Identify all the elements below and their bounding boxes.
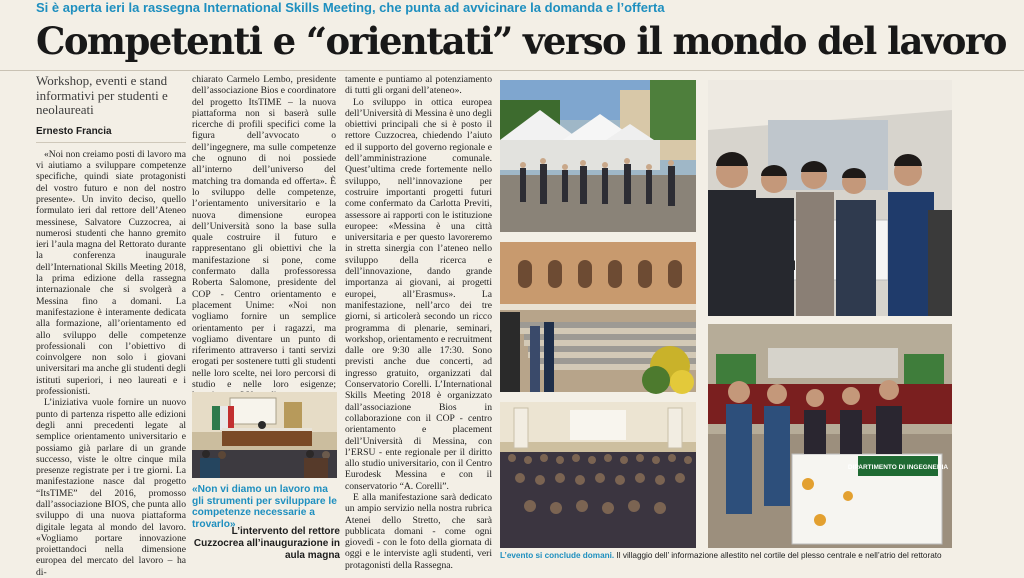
paragraph: Lo sviluppo in ottica europea dell’Università di Messina è uno degli obiettivi principali che si è posto il rettore Cuzzocrea, chiedendo l’aiuto ed il supporto del governo regionale e dell’amministrazione comunale. Quest’ultima crede fortemente nello sviluppo, nell’innovazione per costruire importanti progetti futuri come confermato da Carlotta Previti, assessore ai rapporti con le istituzione europee: «Messina è una città universitaria e per questo lavoreremo in stretta sinergia con l’ateneo nello sviluppo della ricerca e dell’innovazione, dando grande importanza ai giovani, ai progetti europei, all’Erasmus». La manifestazione, nell’arco dei tre giorni, si articolerà secondo un ricco programma di plenarie, seminari, workshop, orientamento e recruitment dalle ore 9:30 alle 17:30. Sono previsti anche due concerti, ad ingresso gratuito, organizzati dal Conservatorio Corelli. L’International Skills Meeting 2018 è organizzato dall’associazione Bios in collaborazione con il COP - centro orientamento e placement dell’Università di Messina, con l’ERSU - ente regionale per il diritto allo studio universitario, con il Centro Eurodesk Messina e con il conservatorio “A. Corelli”. [345, 96, 492, 492]
photo-caption-small: L’intervento del rettore Cuzzocrea all’inaugurazione in aula magna [193, 526, 340, 561]
bottom-caption-lead: L’evento si conclude domani. [500, 551, 615, 560]
stand-sign-text: DIPARTIMENTO DI INGEGNERIA [847, 464, 949, 471]
pull-quote: «Non vi diamo un lavoro ma gli strumenti per sviluppare le competenze necessarie a trovarlo» [192, 484, 337, 530]
aula-magna-photo [192, 392, 337, 478]
text-column-3 [345, 74, 492, 574]
text-column-2 [192, 74, 336, 391]
article-headline: Competenti e “orientati” verso il mondo del lavoro [36, 19, 1006, 63]
paragraph: chiarato Carmelo Lembo, presidente dell’associazione Bios e coordinatore del progetto ItsTIME – la nuova piattaforma non si baserà sulle ricerche di profili specifici come la figura dell’avvocato o dell’ingegnere, ma sulle competenze che ognuno di noi possiede all’interno dell’universo del matching tra domanda ed offerta». È lo sviluppo delle competenze, l’orientamento universitario e la nuova dimensione europea dell’Università sono la base sulla quale costruire il futuro e rappresentano gli obiettivi che la manifestazione si pone, come confermato dalla professoressa Roberta Salomone, presidente del COP - Centro orientamento e placement Unime: «Noi non vogliamo fornire un semplice orientamento per i ragazzi, ma vogliamo diventare un punto di riferimento attraverso i tanti servizi erogati per sostenere tutti gli studenti nelle loro scelte, nei loro percorsi di studio e nelle loro esigenze; [192, 74, 336, 391]
paragraph: E alla manifestazione sarà dedicato un ampio servizio nella nostra rubrica Atenei dello Stretto, che sarà pubblicata domani - come ogni giovedì - con le foto della giornata di oggi e le interviste agli studenti, veri protagonisti della Rassegna. [345, 491, 492, 571]
courtyard-tents-photo [500, 80, 696, 232]
header-divider [0, 70, 1024, 71]
bottom-photo-caption [500, 550, 1020, 564]
article-deck: Workshop, eventi e stand informativi per studenti e neolaureati [36, 73, 168, 117]
paragraph: «Noi non creiamo posti di lavoro ma vi aiutiamo a sviluppare competenze specifiche, quindi siate protagonisti del vostro futuro e non del nostro presente». Un invito deciso, quello formulato ieri dal rettore dell’Ateneo messinese, Salvatore Cuzzocrea, ai numerosi studenti che hanno gremito ieri l’aula magna del Rettorato durante la conferenza inaugurale dell’International Skills Meeting 2018, la prima edizione della rassegna internazionale che si svolgerà a Messina fino a domani. La manifestazione è interamente dedicata alla formazione, all’orientamento ed allo sviluppo delle competenze professionali con l’obiettivo di coinvolgere non solo i giovani universitari ma anche gli studenti degli istituti superiori, i neo laureati e i professionisti. [36, 148, 186, 398]
audience-hall-photo [500, 402, 696, 548]
paragraph: tamente e puntiamo al potenziamento di tutti gli organi dell’ateneo». [345, 74, 492, 97]
article-kicker: Si è aperta ieri la rassegna International Skills Meeting, che punta ad avvicinare la domanda e l’offerta [36, 0, 665, 15]
text-column-1 [36, 73, 186, 578]
students-booth-photo [708, 80, 952, 316]
paragraph: L’iniziativa vuole fornire un nuovo punto di partenza rispetto alle edizioni degli anni precedenti legate al semplice orientamento universitario e possiamo già parlare di un grande successo, viste le oltre cinque mila presenze registrate per i tre giorni. La manifestazione nasce dal progetto “ItsTIME” del 2016, promosso dall’associazione BIOS, che punta allo sviluppo di una nuova piattaforma digitale legata al mondo del lavoro. «Vogliamo portare innovazione proiettandoci nella dimensione europea del mercato del lavoro – ha di- [36, 397, 186, 578]
author-byline: Ernesto Francia [36, 126, 186, 143]
bottom-caption-text: Il villaggio dell’ informazione allestito nel cortile del plesso centrale e nell’atrio del rettorato [614, 551, 942, 560]
engineering-stand-photo [708, 324, 952, 548]
rectorate-steps-photo [500, 242, 696, 392]
